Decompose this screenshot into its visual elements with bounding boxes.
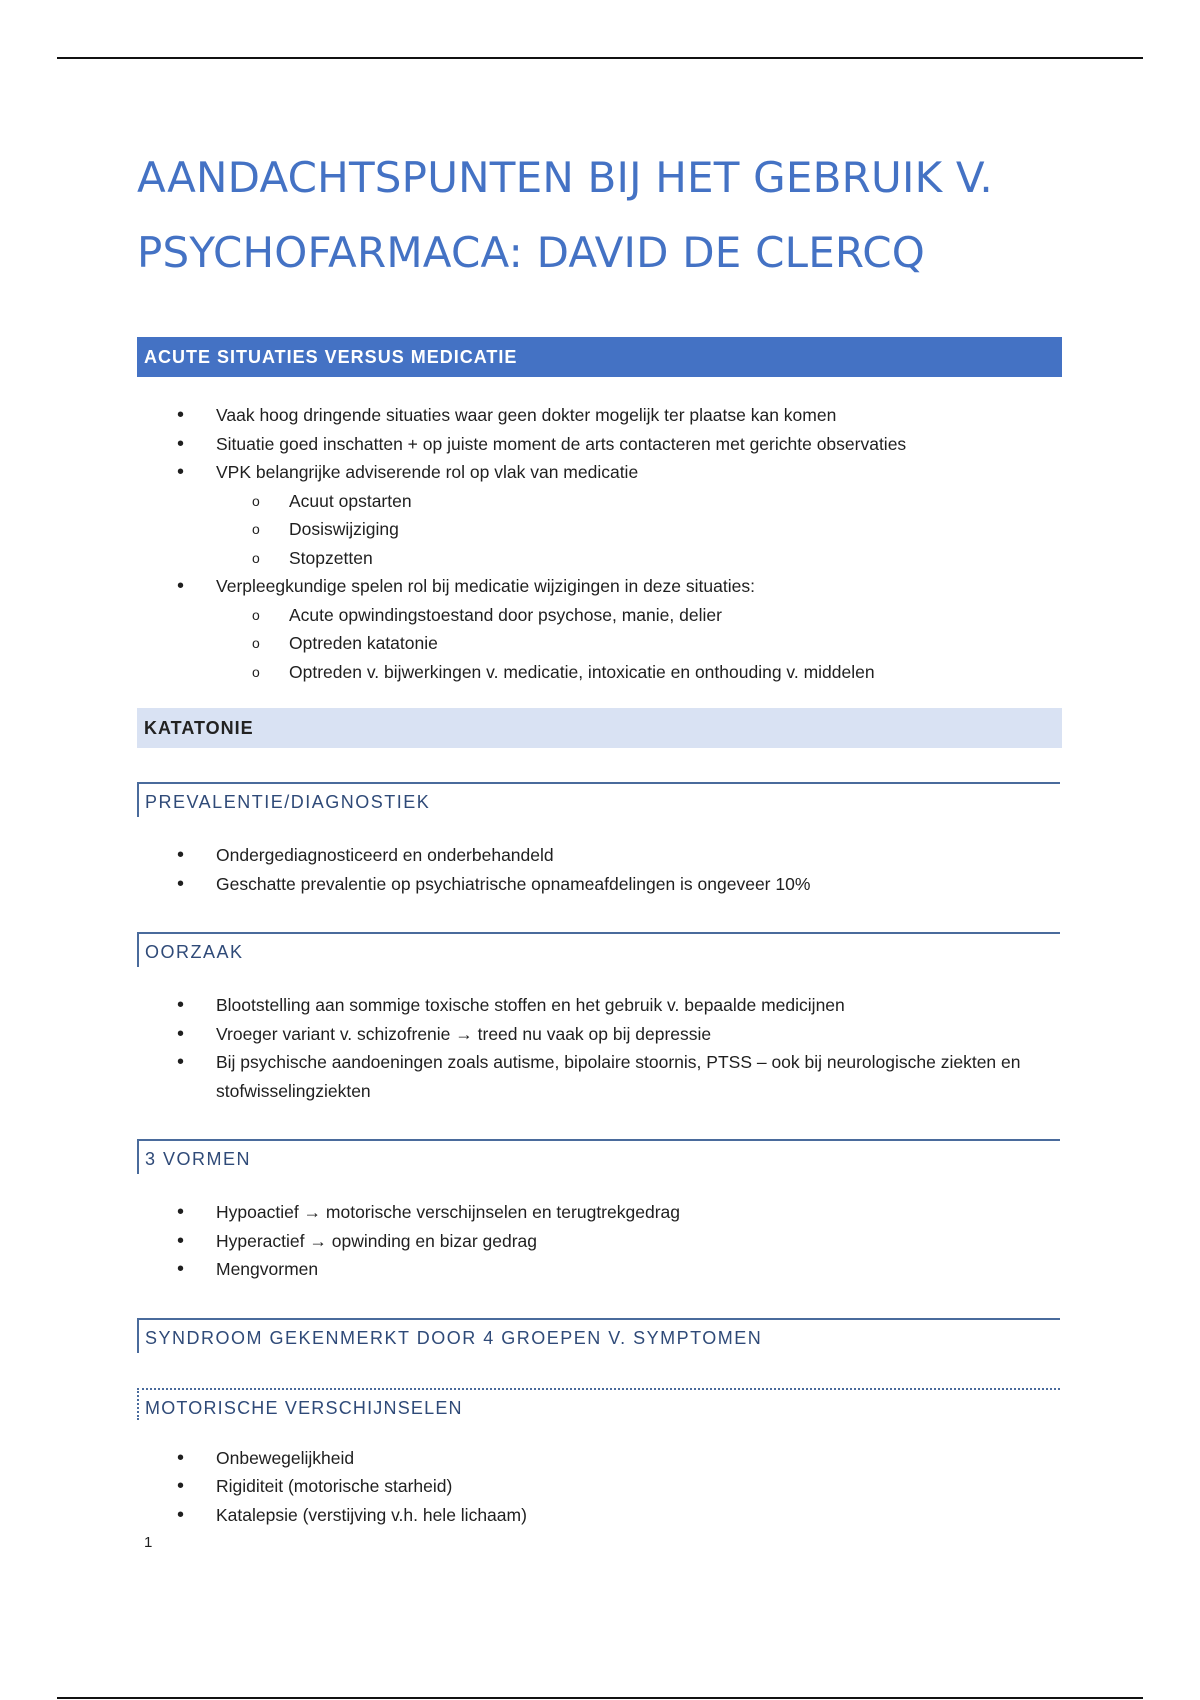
heading-motorische-verschijnselen: MOTORISCHE VERSCHIJNSELEN <box>137 1388 1060 1420</box>
sub-list-medicatie-rol <box>216 487 1062 573</box>
sub-list-item: o Acute opwindingstoestand door psychose, manie, delier <box>216 601 1062 630</box>
list-item: • Blootstelling aan sommige toxische stoffen en het gebruik v. bepaalde medicijnen <box>137 991 1062 1020</box>
list-item: • Rigiditeit (motorische starheid) <box>137 1472 1062 1501</box>
heading-katatonie: KATATONIE <box>137 708 1062 748</box>
page-number: 1 <box>144 1534 153 1551</box>
sub-list-item: o Stopzetten <box>216 544 1062 573</box>
sub-list-situaties <box>216 601 1062 687</box>
sub-list-item: o Acuut opstarten <box>216 487 1062 516</box>
list-item: • Onbewegelijkheid <box>137 1444 1062 1473</box>
document-title <box>137 140 1062 290</box>
heading-acute-situaties: ACUTE SITUATIES VERSUS MEDICATIE <box>137 337 1062 377</box>
list-item <box>137 458 1062 572</box>
acute-bullet-list <box>137 401 1062 686</box>
sub-list-item: o Optreden katatonie <box>216 629 1062 658</box>
list-item-text: Situatie goed inschatten + op juiste moment de arts contacteren met gerichte observaties <box>216 433 907 454</box>
list-item-text: VPK belangrijke adviserende rol op vlak van medicatie <box>216 462 639 482</box>
heading-syndroom: SYNDROOM GEKENMERKT DOOR 4 GROEPEN V. SYMPTOMEN <box>137 1318 1060 1353</box>
vormen-bullet-list <box>137 1198 1062 1284</box>
list-item-text: Verpleegkundige spelen rol bij medicatie wijzigingen in deze situaties: <box>216 576 755 596</box>
list-item: • Vroeger variant v. schizofrenie → treed nu vaak op bij depressie <box>137 1020 1062 1049</box>
list-item-text: Vaak hoog dringende situaties waar geen dokter mogelijk ter plaatse kan komen <box>216 405 837 425</box>
heading-3-vormen: 3 VORMEN <box>137 1139 1060 1174</box>
list-item: • Hypoactief → motorische verschijnselen en terugtrekgedrag <box>137 1198 1062 1227</box>
sub-list-item: o Dosiswijziging <box>216 515 1062 544</box>
prevalentie-bullet-list <box>137 841 1062 898</box>
list-item: • Katalepsie (verstijving v.h. hele lichaam) <box>137 1501 1062 1530</box>
oorzaak-bullet-list <box>137 991 1062 1105</box>
list-item <box>137 430 1062 459</box>
list-item: • Ondergediagnosticeerd en onderbehandeld <box>137 841 1062 870</box>
list-item: • Mengvormen <box>137 1255 1062 1284</box>
document-body <box>137 140 1062 1529</box>
list-item <box>137 572 1062 686</box>
list-item: • Geschatte prevalentie op psychiatrische opnameafdelingen is ongeveer 10% <box>137 870 1062 899</box>
page-bottom-rule <box>57 1697 1143 1699</box>
list-item: • Bij psychische aandoeningen zoals autisme, bipolaire stoornis, PTSS – ook bij neurologische ziekten en stofwisselingziekten <box>137 1048 1062 1105</box>
heading-oorzaak: OORZAAK <box>137 932 1060 967</box>
document-title-line-2: PSYCHOFARMACA: DAVID DE CLERCQ <box>137 228 926 277</box>
document-title-line-1: AANDACHTSPUNTEN BIJ HET GEBRUIK V. <box>137 153 993 202</box>
list-item: • Hyperactief → opwinding en bizar gedrag <box>137 1227 1062 1256</box>
motorisch-bullet-list <box>137 1444 1062 1530</box>
heading-prevalentie: PREVALENTIE/DIAGNOSTIEK <box>137 782 1060 817</box>
list-item <box>137 401 1062 430</box>
page-top-rule <box>57 57 1143 59</box>
sub-list-item: o Optreden v. bijwerkingen v. medicatie, intoxicatie en onthouding v. middelen <box>216 658 1062 687</box>
